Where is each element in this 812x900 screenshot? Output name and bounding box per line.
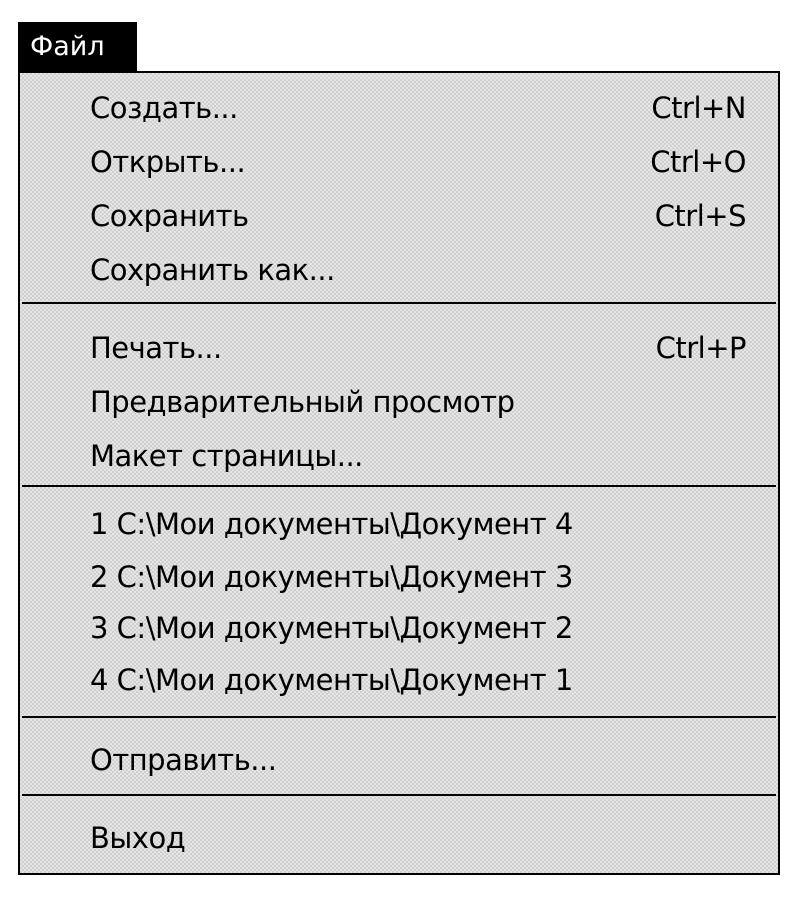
- menu-item-new[interactable]: [90, 83, 750, 133]
- menu-item-label: 2 C:\Мои документы\Документ 3: [90, 560, 573, 594]
- menu-item-label: 3 C:\Мои документы\Документ 2: [90, 611, 573, 645]
- menu-item-print[interactable]: [90, 323, 750, 373]
- menu-item-label: Открыть...: [90, 145, 246, 179]
- menu-item-open[interactable]: [90, 137, 750, 187]
- menu-item-label: 1 C:\Мои документы\Документ 4: [90, 507, 573, 541]
- menu-separator: [22, 485, 776, 487]
- menu-separator: [22, 716, 776, 718]
- menu-item-label: Создать...: [90, 91, 238, 125]
- menu-item-label: Выход: [90, 821, 186, 855]
- menu-item-label: Сохранить как...: [90, 253, 335, 287]
- menu-item-exit[interactable]: [90, 813, 750, 863]
- menu-item-label: Отправить...: [90, 743, 277, 777]
- recent-file-1[interactable]: [90, 499, 750, 549]
- menu-item-label: 4 C:\Мои документы\Документ 1: [90, 663, 573, 697]
- menu-item-print-preview[interactable]: [90, 377, 750, 427]
- menu-item-shortcut: Ctrl+N: [651, 91, 746, 125]
- menu-separator: [22, 302, 776, 304]
- menu-item-label: Печать...: [90, 331, 222, 365]
- menu-item-label: Сохранить: [90, 199, 249, 233]
- menu-separator: [22, 794, 776, 796]
- menu-item-shortcut: Ctrl+O: [650, 145, 746, 179]
- menu-item-shortcut: Ctrl+P: [655, 331, 746, 365]
- file-menu-title[interactable]: Файл: [18, 22, 137, 72]
- menu-item-page-setup[interactable]: [90, 431, 750, 481]
- menu-item-label: Макет страницы...: [90, 439, 363, 473]
- recent-file-2[interactable]: [90, 552, 750, 602]
- recent-file-3[interactable]: [90, 603, 750, 653]
- menu-item-send[interactable]: [90, 735, 750, 785]
- file-menu-dropdown: [18, 71, 780, 875]
- menu-item-label: Предварительный просмотр: [90, 385, 515, 419]
- menu-item-shortcut: Ctrl+S: [654, 199, 746, 233]
- recent-file-4[interactable]: [90, 655, 750, 705]
- menu-item-save-as[interactable]: [90, 245, 750, 295]
- menu-item-save[interactable]: [90, 191, 750, 241]
